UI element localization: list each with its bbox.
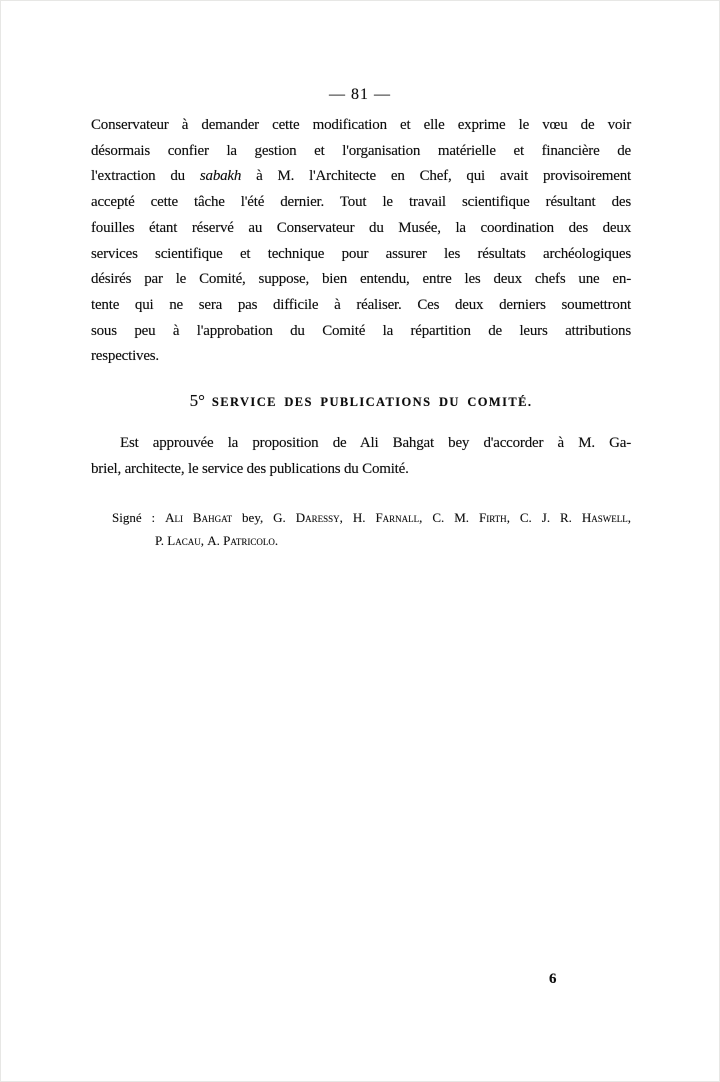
text-segment: Signé : [112,510,166,525]
text-line [91,457,631,483]
text-segment: C. J. R. Haswell [519,510,628,525]
text-segment: l'extraction du [91,168,200,185]
text-segment: tente qui ne sera pas difficile à réaliser. Ces deux derniers soumettront [91,296,631,313]
text-segment: services scientifique et technique pour assurer les résultats archéologiques [91,245,631,262]
text-line [91,431,631,457]
text-segment: , [339,510,353,525]
text-line [112,506,631,529]
text-segment: sous peu à l'approbation du Comité la répartition de leurs attributions [91,322,631,339]
text-line [91,319,631,345]
text-line [91,139,631,165]
text-line [91,293,631,319]
text-segment: respectives. [91,348,159,365]
text-segment: , [627,510,632,525]
text-segment: désirés par le Comité, suppose, bien entendu, entre les deux chefs une en- [91,271,631,288]
text-segment: briel, architecte, le service des publications du Comité. [91,460,409,477]
text-segment: , [200,533,208,548]
text-segment: H. Farnall [352,510,420,525]
text-segment: sabakh [199,168,242,185]
text-line [91,242,631,268]
text-segment: G. Daressy [273,510,340,525]
sheet-number-footer: 6 [549,971,557,987]
text-segment: désormais confier la gestion et l'organisation matérielle et financière de [91,142,631,159]
paragraph-resolution [91,431,631,482]
text-line [91,267,631,293]
text-segment: fouilles étant réservé au Conservateur du Musée, la coordination des deux [91,219,631,236]
text-segment: P. Lacau [155,533,201,548]
text-segment: . [274,533,279,548]
text-line [91,113,631,139]
text-line [91,164,631,190]
text-segment: Est approuvée la proposition de Ali Bahgat bey d'accorder à M. Ga- [120,435,631,451]
paragraph-continuation [91,113,631,370]
text-segment: Ali Bahgat [165,510,233,525]
text-segment: Conservateur à demander cette modification et elle exprime le vœu de voir [91,117,631,133]
text-segment: C. M. Firth [432,510,507,525]
text-segment: A. Patricolo [207,533,275,548]
section-heading [91,391,631,411]
section-number: 5° [189,391,205,410]
page-number-header: — 81 — [329,86,391,103]
text-segment: , [419,510,433,525]
text-line [91,190,631,216]
text-segment: accepté cette tâche l'été dernier. Tout le travail scientifique résultant des [91,194,631,211]
signature-block [112,506,631,552]
text-line [91,344,631,370]
text-segment: , [506,510,520,525]
text-line [112,529,631,552]
section-title: SERVICE DES PUBLICATIONS DU COMITÉ. [211,395,533,409]
text-line [91,216,631,242]
text-segment: à M. l'Architecte en Chef, qui avait provisoirement [241,168,631,185]
text-segment: bey, [232,510,274,525]
